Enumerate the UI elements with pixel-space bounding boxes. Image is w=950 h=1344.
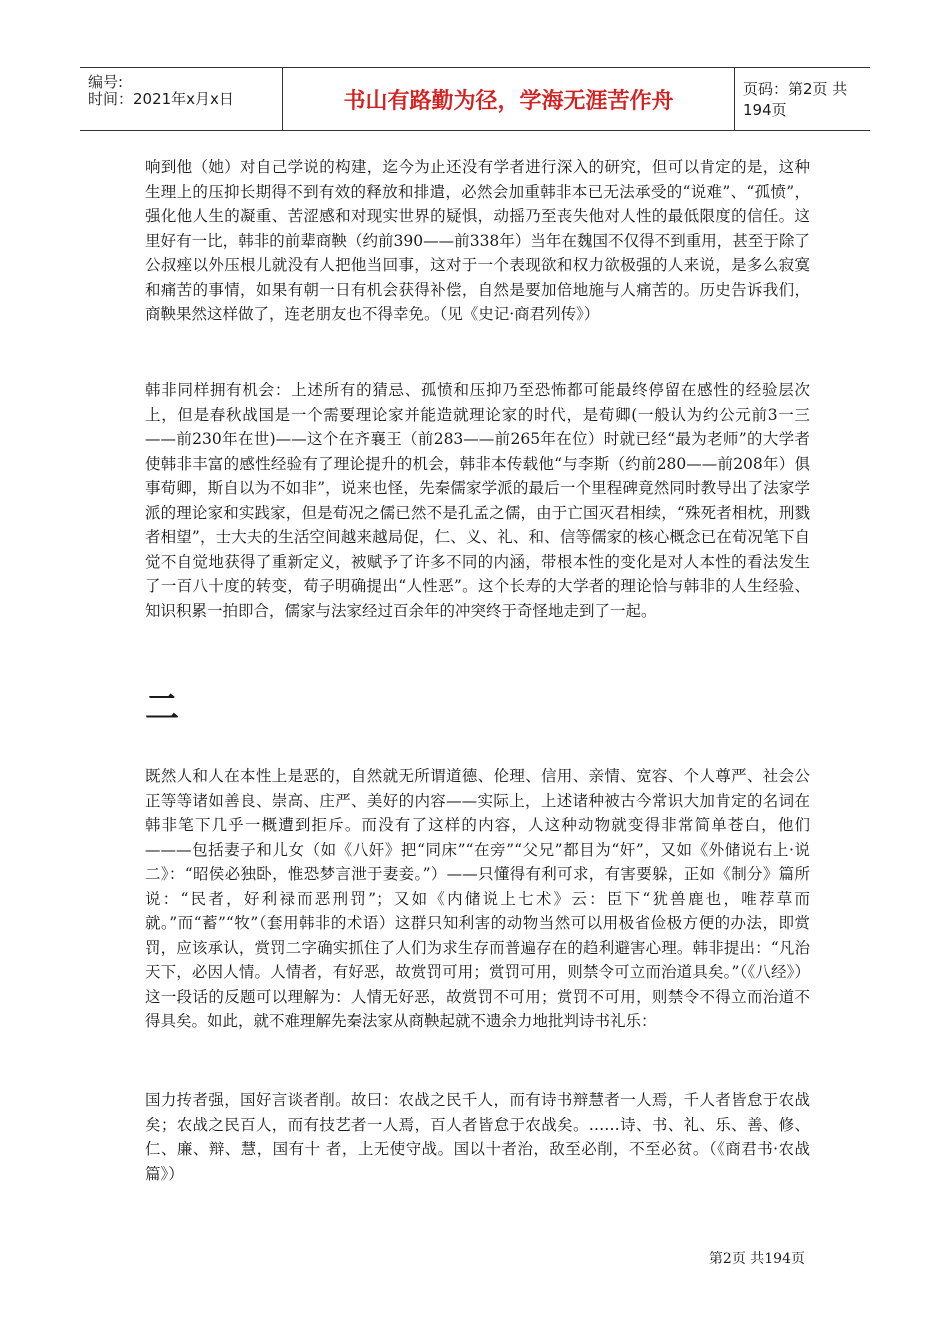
paragraph-2: 韩非同样拥有机会：上述所有的猜忌、孤愤和压抑乃至恐怖都可能最终停留在感性的经验层次上，但是春秋战国是一个需要理论家并能造就理论家的时代，是荀卿(一般认为约公元前3一三——前230年在世)——这个在齐襄王（前283——前265年在位）时就已经“最为老师”的大学者使韩非丰富的感性经验有了理论提升的机会，韩非本传载他“与李斯（约前280——前208年）俱事荀卿，斯自以为不如非”，说来也怪，先秦儒家学派的最后一个里程碑竟然同时教导出了法家学派的理论家和实践家，但是荀况之儒已然不是孔孟之儒，由于亡国灭君相续，“殊死者相枕，刑戮者相望”，士大夫的生活空间越来越局促，仁、义、礼、和、信等儒家的核心概念已在荀况笔下自觉不自觉地获得了重新定义，被赋予了许多不同的内涵，带根本性的变化是对人本性的看法发生了一百八十度的转变，荀子明确提出“人性恶”。这个长寿的大学者的理论恰与韩非的人生经验、知识积累一拍即合，儒家与法家经过百余年的冲突终于奇怪地走到了一起。 [145, 381, 810, 620]
number-label: 编号: [88, 73, 124, 91]
header-left-cell [80, 68, 280, 130]
page-header [80, 67, 870, 131]
page-footer: 第2页 共194页 [708, 1251, 805, 1267]
date-line: 时间：2021年x月x日 [88, 90, 234, 108]
header-motto: 书山有路勤为径，学海无涯苦作舟 [282, 68, 735, 130]
section-number: 二 [145, 688, 179, 728]
header-page-info: 页码：第2页 共194页 [743, 80, 848, 119]
paragraph-3: 既然人和人在本性上是恶的，自然就无所谓道德、伦理、信用、亲情、宽容、个人尊严、社会公正等等诸如善良、崇高、庄严、美好的内容——实际上，上述诸种被古今常识大加肯定的名词在韩非笔下几乎一概遭到拒斥。而没有了这样的内容，人这种动物就变得非常简单苍白，他们———包括妻子和儿女（如《八奸》把“同床”“在旁”“父兄”都目为“奸”，又如《外储说右上·说二》：“昭侯必独卧，惟恐梦言泄于妻妾。”）——只懂得有利可求，有害要躲，正如《制分》篇所说：“民者，好利禄而恶刑罚”；又如《内储说上七术》云：臣下“犹兽鹿也，唯荐草而就。”而“蓄”“牧”（套用韩非的术语）这群只知利害的动物当然可以用极省俭极方便的办法，即赏罚，应该承认，赏罚二字确实抓住了人们为求生存而普遍存在的趋利避害心理。韩非提出：“凡治天下，必因人情。人情者，有好恶，故赏罚可用；赏罚可用，则禁令可立而治道具矣。”（《八经》）这一段话的反题可以理解为：人情无好恶，故赏罚不可用；赏罚不可用，则禁令不得立而治道不得具矣。如此，就不难理解先秦法家从商鞅起就不遗余力地批判诗书礼乐： [145, 767, 810, 1030]
paragraph-1: 响到他（她）对自己学说的构建，迄今为止还没有学者进行深入的研究，但可以肯定的是，这种生理上的压抑长期得不到有效的释放和排遣，必然会加重韩非本已无法承受的“说难”、“孤愤”，强化他人生的凝重、苦涩感和对现实世界的疑惧，动摇乃至丧失他对人性的最低限度的信任。这里好有一比，韩非的前辈商鞅（约前390——前338年）当年在魏国不仅得不到重用，甚至于除了公叔痤以外压根儿就没有人把他当回事，这对于一个表现欲和权力欲极强的人来说，是多么寂寞和痛苦的事情，如果有朝一日有机会获得补偿，自然是要加倍地施与人痛苦的。历史告诉我们，商鞅果然这样做了，连老朋友也不得幸免。（见《史记·商君列传》） [145, 158, 810, 323]
paragraph-4-quote: 国力抟者强，国好言谈者削。故曰：农战之民千人，而有诗书辩慧者一人焉，千人者皆怠于农战矣；农战之民百人，而有技艺者一人焉，百人者皆怠于农战矣。……诗、书、礼、乐、善、修、仁、廉、辩、慧，国有十 者，上无使守战。国以十者治，敌至必削，不至必贫。（《商君书·农战篇》） [145, 1091, 810, 1183]
